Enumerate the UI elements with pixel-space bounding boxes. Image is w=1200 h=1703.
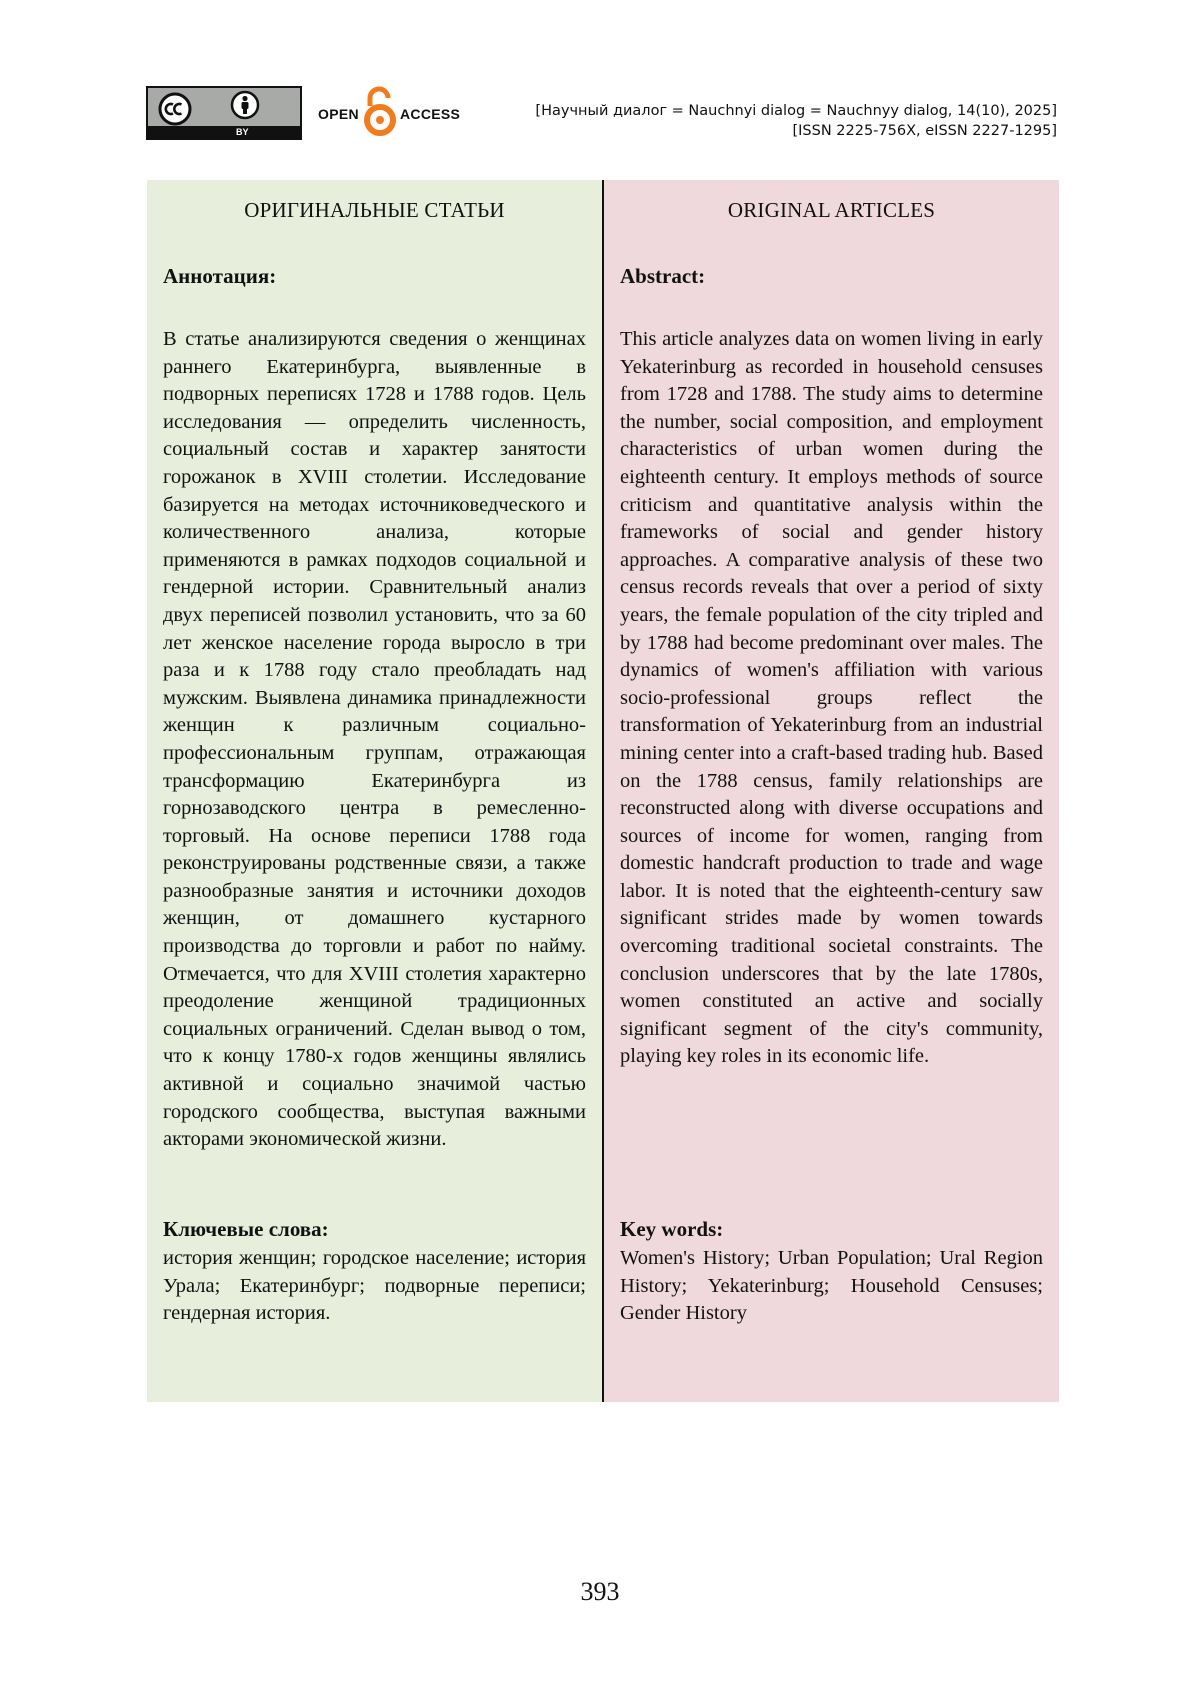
page-number: 393	[580, 1577, 620, 1606]
abstract-label-en: Abstract:	[620, 264, 706, 288]
english-column	[604, 180, 1059, 1402]
license-by-label: BY	[236, 127, 249, 137]
attribution-person-icon	[230, 90, 260, 120]
section-title-ru: ОРИГИНАЛЬНЫЕ СТАТЬИ	[244, 198, 505, 222]
abstract-text-ru: В статье анализируются сведения о женщинах раннего Екатеринбурга, выявленные в подворных переписях 1728 и 1788 годов. Цель исследования — определить численность, социальный состав и характер занятости горожанок в XVIII столетии. Исследование базируется на методах источниковедческого и количественного анализа, которые применяются в рамках подходов социальной и гендерной истории. Сравнительный анализ двух переписей позволил установить, что за 60 лет женское население города выросло в три раза и к 1788 году стало преобладать над мужским. Выявлена динамика принадлежности женщин к различным социально-профессиональным группам, отражающая трансформацию Екатеринбурга из горнозаводского центра в ремесленно-торговый. На основе переписи 1788 года реконструированы родственные связи, а также разнообразные занятия и источники доходов женщин, от домашнего кустарного производства до торговли и работ по найму. Отмечается, что для XVIII столетия характерно преодоление женщиной традиционных социальных ограничений. Сделан вывод о том, что к концу 1780-х годов женщины являлись активной и социально значимой частью городского сообщества, выступая важными акторами экономической жизни.	[163, 328, 586, 1151]
keywords-label-en: Key words:	[620, 1217, 724, 1241]
keywords-text-en: Women's History; Urban Population; Ural Region History; Yekaterinburg; Household Censuses; Gender History	[620, 1247, 1043, 1325]
open-access-lock-icon	[362, 86, 398, 138]
russian-column	[147, 180, 602, 1402]
open-access-text-access: ACCESS	[400, 106, 461, 122]
issn-line: [ISSN 2225-756X, eISSN 2227-1295]	[792, 123, 1057, 139]
section-title-en: ORIGINAL ARTICLES	[727, 198, 936, 222]
creative-commons-icon	[158, 92, 192, 126]
open-access-text-open: OPEN	[318, 106, 359, 122]
cc-by-license-badge	[146, 86, 302, 140]
abstract-text-en: This article analyzes data on women living in early Yekaterinburg as recorded in household censuses from 1728 and 1788. The study aims to determine the number, social composition, and employment characteristics of urban women during the eighteenth century. It employs methods of source criticism and quantitative analysis within the frameworks of social and gender history approaches. A comparative analysis of these two census records reveals that over a period of sixty years, the female population of the city tripled and by 1788 had become predominant over males. The dynamics of women's affiliation with various socio-professional groups reflect the transformation of Yekaterinburg from an industrial mining center into a craft-based trading hub. Based on the 1788 census, family relationships are reconstructed along with diverse occupations and sources of income for women, ranging from domestic handcraft production to trade and wage labor. It is noted that the eighteenth-century saw significant strides made by women towards overcoming traditional societal constraints. The conclusion underscores that by the late 1780s, women constituted an active and socially significant segment of the city's community, playing key roles in its economic life.	[620, 328, 1043, 1068]
keywords-text-ru: история женщин; городское население; история Урала; Екатеринбург; подворные переписи; гендерная история.	[163, 1247, 586, 1325]
abstract-label-ru: Аннотация:	[163, 264, 277, 288]
keywords-label-ru: Ключевые слова:	[163, 1217, 329, 1241]
journal-citation: [Научный диалог = Nauchnyi dialog = Nauchnyy dialog, 14(10), 2025]	[535, 103, 1057, 119]
